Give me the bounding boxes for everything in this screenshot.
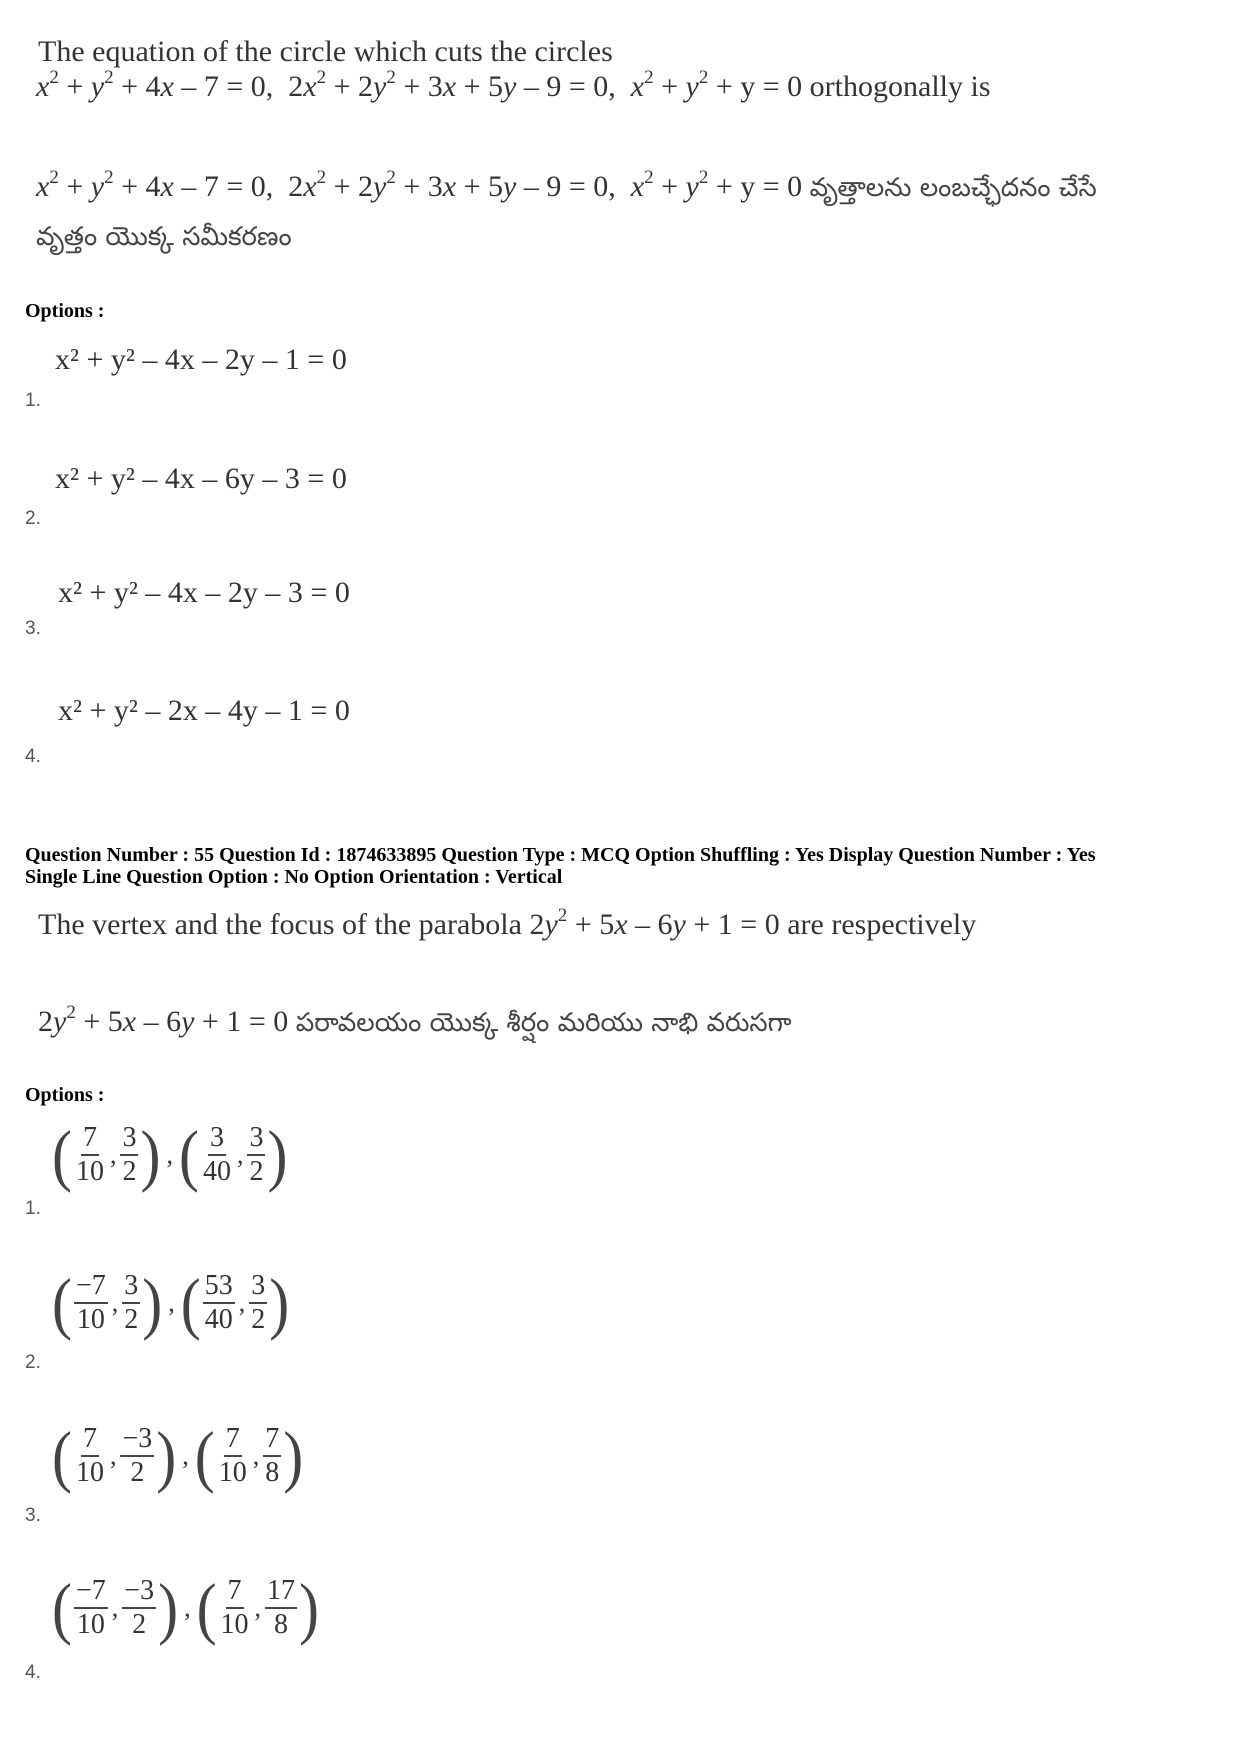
q54-equations-te: $x^2 + y^2 + 4x - 7 = 0$, $2x^2 + 2y^2 + 3x + 5y - 9 = 0$, $x^2 + y^2 + y = 0$ వృత్తాలను లంబచ్ఛేదనం చేసే [36,167,1097,203]
q54-option-3-number: 3. [25,618,41,639]
q54-intro: The equation of the circle which cuts the circles [38,35,613,68]
q55-option-2-number: 2. [25,1352,41,1373]
q54-option-1-number: 1. [25,390,41,411]
q54-telugu-line2: వృత్తం యొక్క సమీకరణం [36,222,292,252]
q54-option-4-number: 4. [25,746,41,767]
q55-stem-post: are respectively [787,908,977,941]
q54-option-1-text: x² + y² – 4x – 2y – 1 = 0 [55,343,347,376]
q55-stem-te: $2y^2 + 5x - 6y + 1 = 0$ పరావలయం యొక్క శీర్షం మరియు నాభి వరుసగా [38,1002,792,1038]
q54-option-4-text: x² + y² – 2x – 4y – 1 = 0 [58,694,350,727]
q54-telugu-line1: వృత్తాలను లంబచ్ఛేదనం చేసే [809,173,1097,203]
q55-option-4: ( $\frac{-7}{10}$ , $\frac{-3}{2}$ ) , ( $\frac{7}{10}$ , $\frac{17}{8}$ ) [52,1570,320,1646]
q54-options-label: Options : [25,300,105,322]
q55-stem: The vertex and the focus of the parabola $2y^2 + 5x - 6y + 1 = 0$ are respectively [38,905,977,941]
q55-stem-pre: The vertex and the focus of the parabola [38,908,522,941]
q54-option-2-number: 2. [25,508,41,529]
q55-option-3-number: 3. [25,1505,41,1526]
q55-option-1-number: 1. [25,1198,41,1219]
q55-option-1: ( $\frac{7}{10}$ , $\frac{3}{2}$ ) , ( $\frac{3}{40}$ , $\frac{3}{2}$ ) [52,1117,288,1193]
q55-meta-line1: Question Number : 55 Question Id : 1874633895 Question Type : MCQ Option Shuffling : Yes Display Question Number : Yes [25,844,1096,866]
q55-option-3: ( $\frac{7}{10}$ , $\frac{-3}{2}$ ) , ( $\frac{7}{10}$ , $\frac{7}{8}$ ) [52,1418,304,1494]
q54-equations-en: $x^2 + y^2 + 4x - 7 = 0$, $2x^2 + 2y^2 + 3x + 5y - 9 = 0$, $x^2 + y^2 + y = 0$ orthogonally is [36,67,991,103]
q55-telugu: పరావలయం యొక్క శీర్షం మరియు నాభి వరుసగా [295,1008,792,1038]
q54-suffix: orthogonally is [809,70,991,103]
q54-option-3-text: x² + y² – 4x – 2y – 3 = 0 [58,576,350,609]
q55-meta-line2: Single Line Question Option : No Option Orientation : Vertical [25,866,563,888]
q55-options-label: Options : [25,1084,105,1106]
q55-option-4-number: 4. [25,1662,41,1683]
q55-option-2: ( $\frac{-7}{10}$ , $\frac{3}{2}$ ) , ( $\frac{53}{40}$ , $\frac{3}{2}$ ) [52,1265,290,1341]
q54-option-2-text: x² + y² – 4x – 6y – 3 = 0 [55,462,347,495]
